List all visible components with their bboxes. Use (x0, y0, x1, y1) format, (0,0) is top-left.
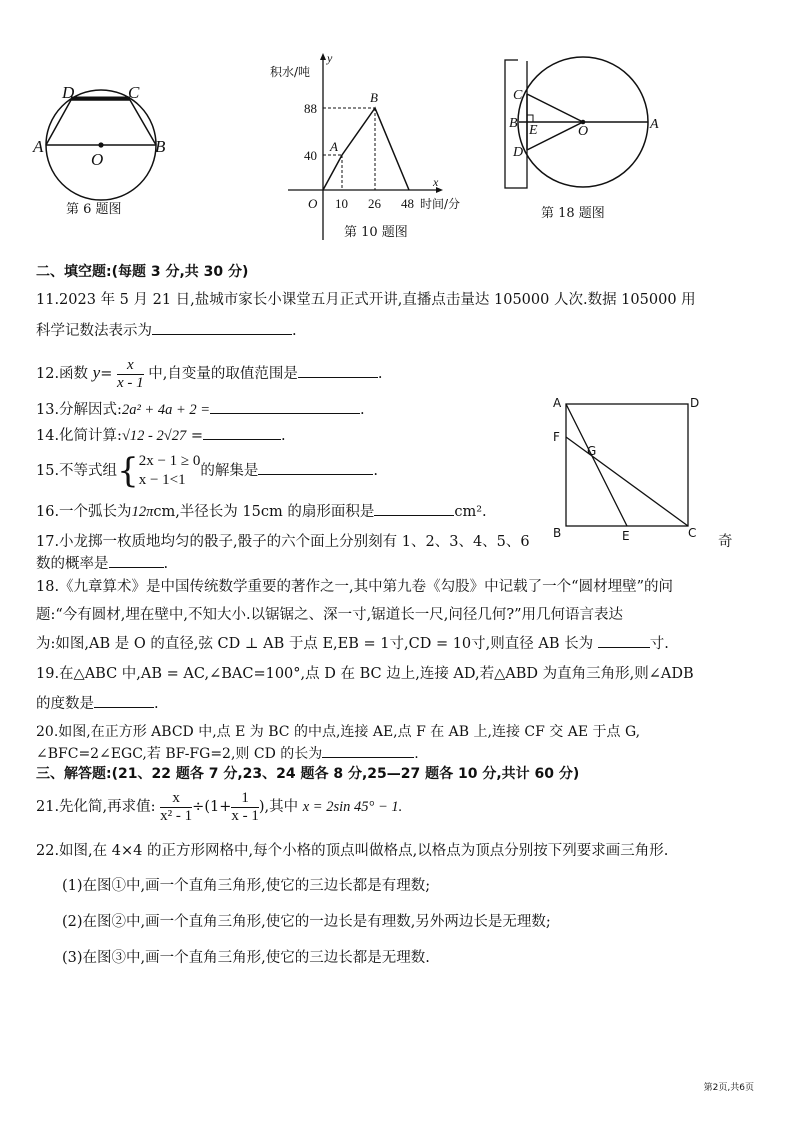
fig10-xlabel: 时间/分 (420, 197, 461, 211)
page-footer: 第2页,共6页 (703, 1083, 754, 1093)
q12-fraction: $\frac{x}{x - 1}$ (116, 356, 144, 391)
q15-system: 2x − 1 ≥ 0 x − 1<1 (138, 453, 201, 488)
q19-line2: 的度数是 . (36, 693, 159, 714)
q12-answer-blank[interactable] (298, 363, 378, 378)
fig20-label-a: A (553, 396, 562, 410)
fig10-tick-40: 40 (304, 148, 317, 163)
q22-item-3: (3)在图③中,画一个直角三角形,使它的三边长都是无理数. (62, 950, 430, 966)
fig20-label-b: B (553, 526, 562, 540)
q11-text: 科学记数法表示为 (36, 323, 152, 339)
q11-answer-blank[interactable] (152, 320, 292, 335)
fig10-tick-88: 88 (304, 101, 317, 116)
q18-line2: 题:“今有圆材,埋在壁中,不知大小.以锯锯之、深一寸,锯道长一尺,问径几何?”用几何语言表达 (36, 607, 624, 623)
fig10-caption: 第 10 题图 (344, 225, 408, 240)
q22-item-2: (2)在图②中,画一个直角三角形,使它的一边长是有理数,另外两边长是无理数; (62, 914, 551, 930)
q21-fraction-2: $\frac{1}{x - 1}$ (231, 789, 259, 824)
q21: 21.先化简,再求值: $\frac{x}{\text{x² - 1}}$ ÷(1+ $\frac{1}{x - 1}$ ),其中 x = 2sin 45° − 1. (36, 789, 403, 824)
fig20-label-e: E (622, 529, 630, 542)
fig6-label-c: C (128, 83, 140, 102)
fig6-label-b: B (155, 137, 166, 156)
q22-item-1: (1)在图①中,画一个直角三角形,使它的三边长都是有理数; (62, 878, 431, 894)
q11-line2: 科学记数法表示为 . (36, 320, 297, 341)
fig18-label-b: B (509, 116, 518, 131)
q15-answer-blank[interactable] (258, 460, 373, 475)
q20-answer-blank[interactable] (322, 743, 414, 758)
fig18-label-a: A (650, 117, 659, 132)
fig6-label-d: D (62, 83, 75, 102)
fig18-label-e: E (529, 123, 538, 138)
q18-line1: 18.《九章算术》是中国传统数学重要的著作之一,其中第九卷《勾股》中记载了一个“圆材埋壁”的问 (36, 579, 673, 595)
q12: 12.函数 y= $\frac{x}{x - 1}$ 中,自变量的取值范围是 . (36, 356, 383, 391)
q16: 16.一个弧长为12πcm,半径长为 15cm 的扇形面积是 cm². (36, 501, 487, 522)
q17-line1-tail: 奇 (718, 534, 733, 550)
q20-line2: ∠BFC=2∠EGC,若 BF-FG=2,则 CD 的长为 . (36, 743, 419, 764)
fig6-caption: 第 6 题图 (66, 202, 122, 217)
q14-answer-blank[interactable] (203, 425, 281, 440)
q19-answer-blank[interactable] (94, 693, 154, 708)
fig6-label-a: A (33, 137, 44, 156)
fig18-caption: 第 18 题图 (541, 206, 605, 221)
fig20-label-d: D (690, 396, 700, 410)
section3-title: 三、解答题:(21、22 题各 7 分,23、24 题各 8 分,25—27 题各 10 分,共计 60 分) (36, 766, 580, 782)
fig18-label-c: C (513, 88, 523, 103)
fig6-label-o: O (91, 150, 104, 169)
fig10-point-b: B (370, 90, 378, 105)
q17-line1: 17.小龙掷一枚质地均匀的骰子,骰子的六个面上分别刻有 1、2、3、4、5、6 (36, 534, 530, 550)
q13-answer-blank[interactable] (210, 399, 360, 414)
q17-answer-blank[interactable] (109, 553, 164, 568)
q20-line1: 20.如图,在正方形 ABCD 中,点 E 为 BC 的中点,连接 AE,点 F 在 AB 上,连接 CF 交 AE 于点 G, (36, 724, 641, 740)
fig20-label-c: C (688, 526, 697, 540)
fig10-tick-10: 10 (335, 196, 348, 211)
q16-answer-blank[interactable] (374, 501, 454, 516)
fig10-xaxis: x (433, 175, 439, 189)
q18-line3: 为:如图,AB 是 O 的直径,弦 CD ⊥ AB 于点 E,EB = 1寸,CD = 10寸,则直径 AB 长为 寸. (36, 633, 669, 654)
fig20-label-g: G (587, 444, 597, 458)
figure-18 (500, 52, 680, 197)
figure-20 (548, 390, 708, 542)
fig18-label-o: O (578, 124, 589, 139)
fig10-origin: O (308, 196, 318, 211)
q18-answer-blank[interactable] (598, 633, 650, 648)
q19-line1: 19.在△ABC 中,AB = AC,∠BAC=100°,点 D 在 BC 边上,连接 AD,若△ABD 为直角三角形,则∠ADB (36, 666, 694, 682)
q17-line2: 数的概率是 . (36, 553, 168, 574)
fig10-ylabel: 积水/吨 (270, 65, 311, 79)
q15: 15.不等式组{ 2x − 1 ≥ 0 x − 1<1 的解集是 . (36, 451, 379, 491)
fig10-tick-26: 26 (368, 196, 381, 211)
section2-title: 二、填空题:(每题 3 分,共 30 分) (36, 264, 249, 280)
fig10-yaxis: y (327, 51, 333, 65)
q13: 13.分解因式:2a² + 4a + 2 = . (36, 399, 365, 420)
fig20-label-f: F (553, 430, 560, 444)
fig10-tick-48: 48 (401, 196, 414, 211)
fig18-label-d: D (513, 145, 524, 160)
q14: 14.化简计算:√12 - 2√27 = . (36, 425, 286, 446)
q11-line1: 11.2023 年 5 月 21 日,盐城市家长小课堂五月正式开讲,直播点击量达 105000 人次.数据 105000 用 (36, 292, 696, 308)
q22-intro: 22.如图,在 4×4 的正方形网格中,每个小格的顶点叫做格点,以格点为顶点分别按下列要求画三角形. (36, 843, 669, 859)
fig10-point-a: A (330, 139, 338, 154)
q21-fraction-1: $\frac{x}{\text{x² - 1}}$ (160, 789, 193, 824)
figure-10 (268, 50, 478, 245)
